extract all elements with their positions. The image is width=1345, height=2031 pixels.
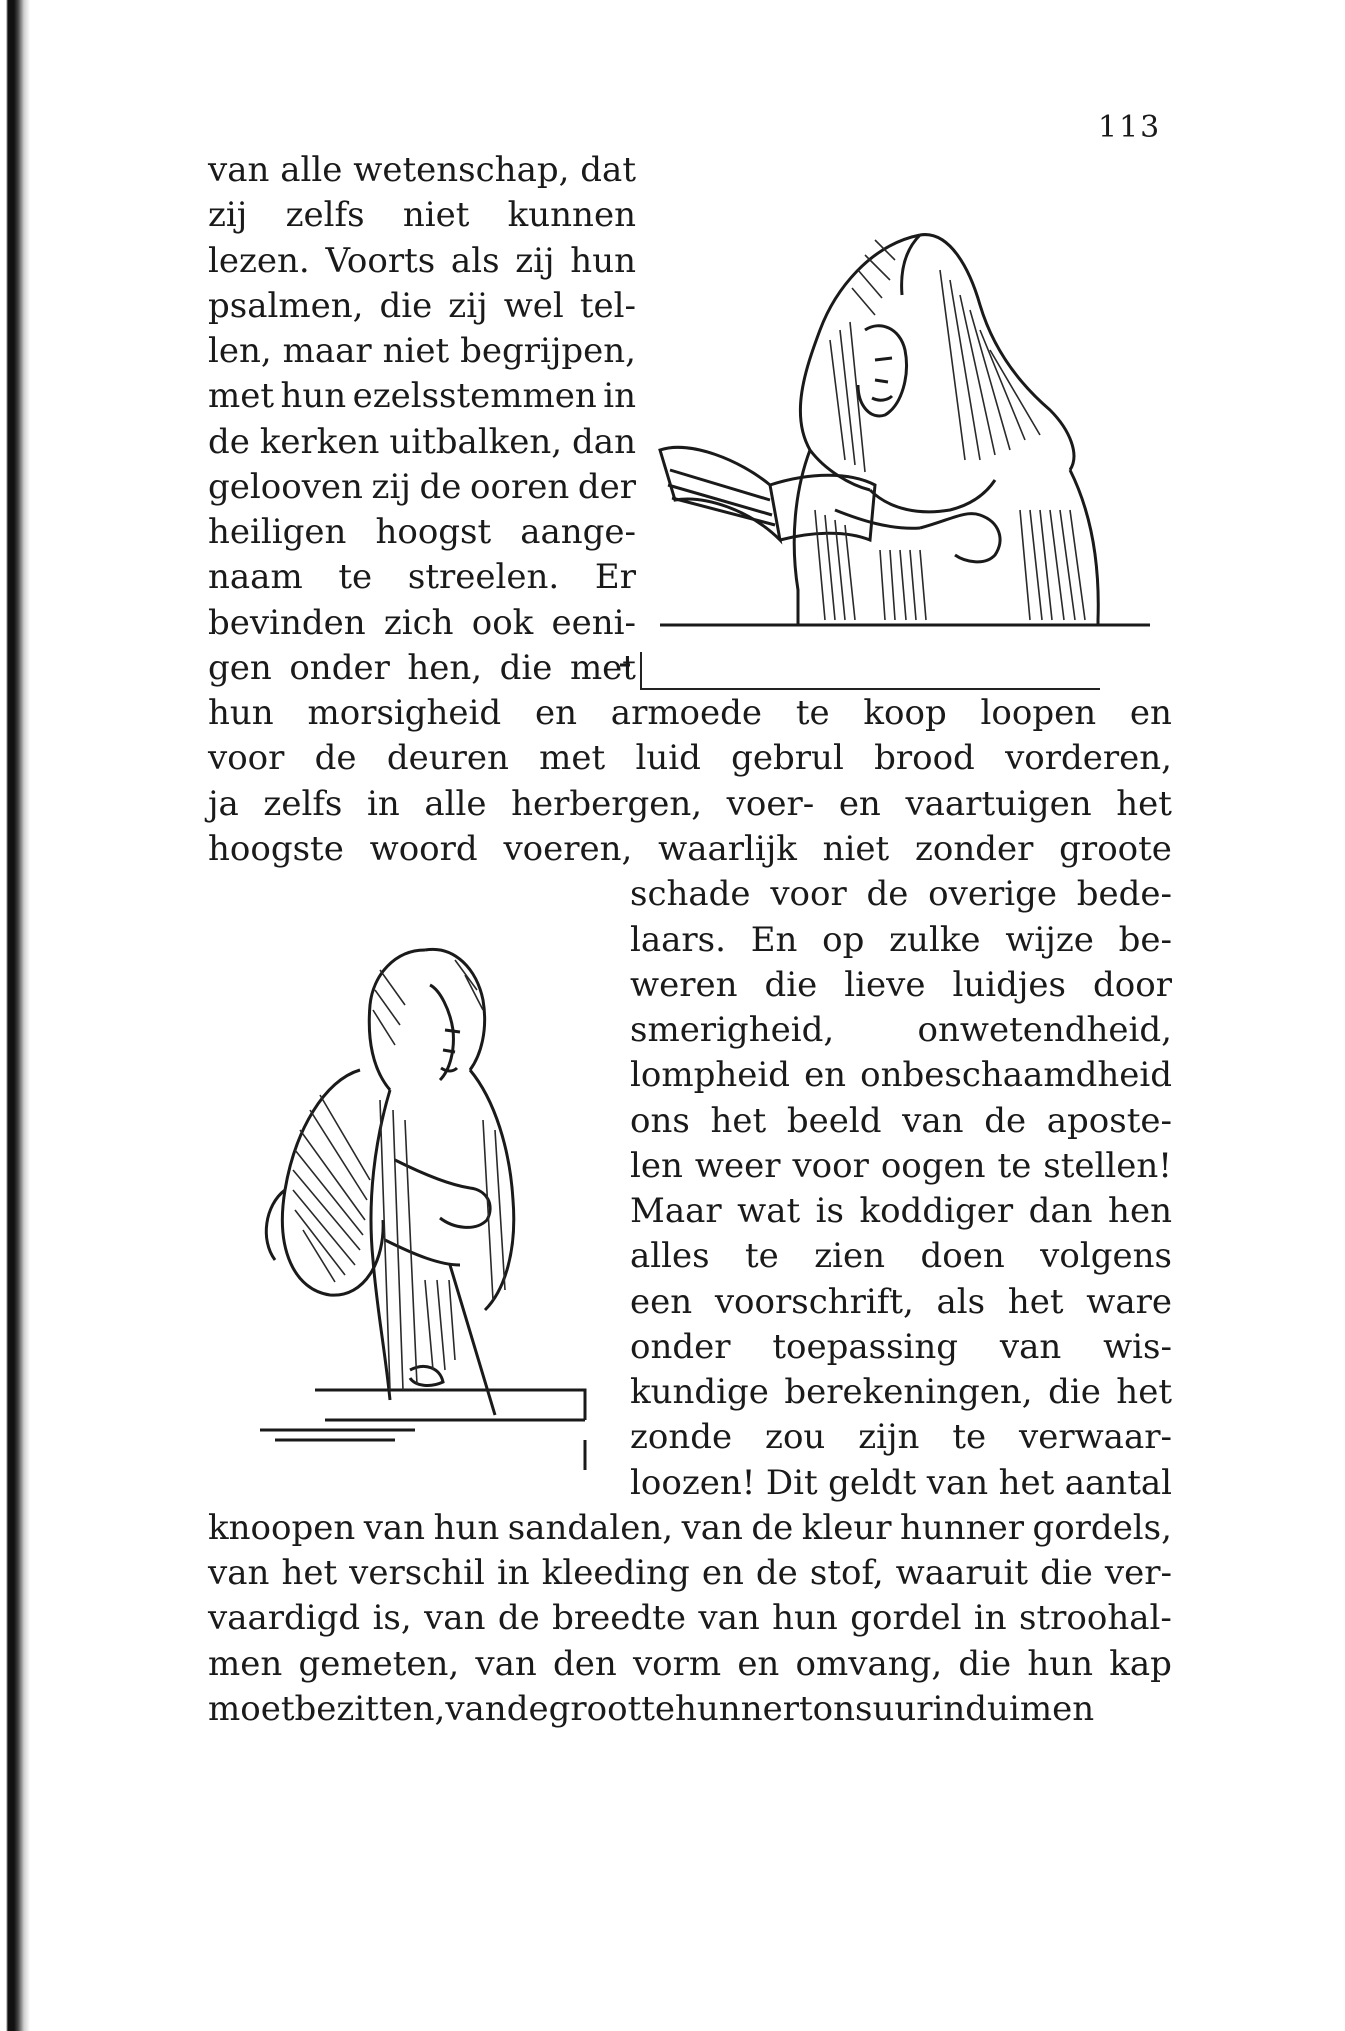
word: zonder (914, 829, 1034, 869)
text-line (630, 1461, 1172, 1505)
word: kunnen (507, 195, 636, 235)
word: brood (874, 738, 975, 778)
word: aange- (520, 512, 636, 552)
word: niet (382, 331, 450, 371)
word: verschil (349, 1553, 485, 1593)
text-line (208, 148, 636, 192)
word: alle (424, 784, 487, 824)
word: de (866, 874, 909, 914)
word: in (366, 784, 400, 824)
word: wis- (1103, 1327, 1172, 1367)
figure-mark-bracket (640, 652, 642, 688)
word: die (499, 648, 553, 688)
word: het (1116, 1372, 1172, 1412)
word: bede- (1076, 874, 1172, 914)
word: zou (765, 1417, 826, 1457)
text-line (208, 555, 636, 599)
word: stellen! (1043, 1146, 1172, 1186)
word: van (698, 1598, 760, 1638)
word: dan (1028, 1191, 1093, 1231)
word: de (314, 738, 357, 778)
word: van (902, 1101, 964, 1141)
word: ezelsstemmen (352, 376, 597, 416)
word: vorm (632, 1644, 722, 1684)
word: zelfs (285, 195, 365, 235)
word: hen, (407, 648, 483, 688)
word: weer (694, 1146, 781, 1186)
word: ook (471, 603, 534, 643)
word: verwaar- (1018, 1417, 1172, 1457)
word: van (999, 1327, 1062, 1367)
word: in (496, 1553, 530, 1593)
word: het (1116, 784, 1172, 824)
word: kleeding (541, 1553, 690, 1593)
word: grootte (548, 1689, 676, 1729)
text-line (630, 1280, 1172, 1324)
word: deuren (386, 738, 509, 778)
word: len (630, 1146, 683, 1186)
word: in (603, 376, 636, 416)
word: koop (863, 693, 947, 733)
word: niet (402, 195, 470, 235)
word: woord (369, 829, 478, 869)
word: voor (770, 874, 847, 914)
word: koddiger (859, 1191, 1014, 1231)
word: kleur (801, 1508, 892, 1548)
word: van (475, 1644, 537, 1684)
text-line (208, 1687, 1172, 1731)
word: zijn (858, 1417, 920, 1457)
word: de (984, 1101, 1027, 1141)
word: luid (635, 738, 701, 778)
word: hoogst (375, 512, 492, 552)
word: van (363, 1508, 426, 1548)
text-line (630, 963, 1172, 1007)
word: dan (572, 422, 636, 462)
word: zonde (630, 1417, 733, 1457)
word: is (815, 1191, 844, 1231)
word: duimen (965, 1689, 1095, 1729)
text-line (208, 284, 636, 328)
word: toepassing (772, 1327, 959, 1367)
word: hun (1027, 1644, 1094, 1684)
text-line (208, 1551, 1172, 1595)
word: op (822, 920, 865, 960)
word: onwetendheid, (917, 1010, 1172, 1050)
word: hun (433, 1508, 500, 1548)
word: zelfs (263, 784, 343, 824)
word: door (1093, 965, 1172, 1005)
word: voer- (726, 784, 815, 824)
word: len, (208, 331, 272, 371)
word: en (1129, 693, 1172, 733)
text-line (630, 1370, 1172, 1414)
word: zij (208, 195, 248, 235)
word: de (497, 1598, 540, 1638)
word: van (681, 1508, 743, 1548)
word: het (1007, 1282, 1064, 1322)
word: gordels, (1032, 1508, 1172, 1548)
word: met (208, 376, 275, 416)
word: wel (503, 286, 564, 326)
word: die (379, 286, 433, 326)
word: hun (280, 376, 347, 416)
word: onder (630, 1327, 731, 1367)
word: ons (630, 1101, 690, 1141)
word: eeni- (551, 603, 636, 643)
word: bezitten, (294, 1689, 446, 1729)
word: der (577, 467, 636, 507)
word: ver- (1104, 1553, 1172, 1593)
word: zich (383, 603, 454, 643)
word: gordel (850, 1598, 962, 1638)
word: men (208, 1644, 283, 1684)
word: het (710, 1101, 767, 1141)
word: psalmen, (208, 286, 364, 326)
word: waarlijk (658, 829, 797, 869)
word: voor (208, 738, 285, 778)
text-line (208, 601, 636, 645)
word: te (795, 693, 830, 733)
word: en (838, 784, 881, 824)
word: stof, (809, 1553, 884, 1593)
word: loozen! (630, 1463, 756, 1503)
word: in (973, 1598, 1007, 1638)
monk-reading-illustration (620, 210, 1150, 670)
text-line (208, 193, 636, 237)
text-line (630, 1189, 1172, 1233)
word: de (506, 1689, 549, 1729)
word: den (552, 1644, 617, 1684)
word: te (745, 1236, 779, 1276)
word: vaardigd (208, 1598, 361, 1638)
text-line (630, 872, 1172, 916)
text-line (208, 465, 636, 509)
word: wetenschap, (353, 150, 570, 190)
word: be- (1118, 920, 1172, 960)
word: waaruit (895, 1553, 1029, 1593)
word: weren (630, 965, 738, 1005)
word: alles (630, 1236, 710, 1276)
word: onbeschaamdheid (860, 1055, 1172, 1095)
word: hunner (900, 1508, 1024, 1548)
beggar-with-sack-illustration (255, 930, 595, 1490)
text-line (630, 1325, 1172, 1369)
word: sandalen, (507, 1508, 674, 1548)
word: schade (630, 874, 751, 914)
word: Er (594, 557, 636, 597)
word: onder (289, 648, 390, 688)
word: kap (1109, 1644, 1172, 1684)
word: ja (208, 784, 239, 824)
word: zij (448, 286, 488, 326)
word: knoopen (208, 1508, 356, 1548)
word: luidjes (952, 965, 1066, 1005)
text-line (208, 510, 636, 554)
word: uitbalken, (389, 422, 563, 462)
word: van (208, 150, 270, 190)
word: ooren (470, 467, 570, 507)
word: vorderen, (1005, 738, 1172, 778)
word: hun (570, 241, 636, 281)
word: hen (1108, 1191, 1172, 1231)
word: en (534, 693, 578, 733)
text-line (208, 782, 1172, 826)
word: en (804, 1055, 847, 1095)
word: beeld (786, 1101, 882, 1141)
word: En (750, 920, 798, 960)
word: streelen. (407, 557, 560, 597)
word: van (926, 1463, 989, 1503)
word: een (630, 1282, 693, 1322)
word: omvang, (795, 1644, 943, 1684)
word: oogen (880, 1146, 986, 1186)
word: aposte- (1046, 1101, 1172, 1141)
word: herbergen, (511, 784, 703, 824)
page-number: 113 (1098, 110, 1162, 145)
word: maar (282, 331, 372, 371)
word: vaartuigen (905, 784, 1092, 824)
text-line (630, 1053, 1172, 1097)
word: breedte (552, 1598, 686, 1638)
text-line (630, 918, 1172, 962)
word: lezen. (208, 241, 310, 281)
word: en (737, 1644, 780, 1684)
word: voorschrift, (714, 1282, 914, 1322)
scan-edge (0, 0, 30, 2031)
word: gen (208, 648, 272, 688)
word: lieve (844, 965, 926, 1005)
word: wijze (1005, 920, 1094, 960)
text-line (630, 1099, 1172, 1143)
word: geldt (828, 1463, 917, 1503)
word: zien (814, 1236, 886, 1276)
word: niet (822, 829, 890, 869)
text-line (208, 827, 1172, 871)
text-line (208, 1506, 1172, 1550)
text-line (208, 1642, 1172, 1686)
word: te (338, 557, 373, 597)
text-line (208, 420, 636, 464)
word: aantal (1064, 1463, 1172, 1503)
word: tonsuur (798, 1689, 933, 1729)
word: kerken (259, 422, 380, 462)
word: voeren, (503, 829, 633, 869)
word: heiligen (208, 512, 347, 552)
text-line (208, 374, 636, 418)
word: van (424, 1598, 486, 1638)
text-line (208, 239, 636, 283)
word: de (755, 1553, 798, 1593)
word: hun (208, 693, 274, 733)
word: groote (1059, 829, 1172, 869)
word: overige (928, 874, 1057, 914)
word: hunner (675, 1689, 799, 1729)
word: als (450, 241, 500, 281)
word: van (208, 1553, 270, 1593)
word: die (764, 965, 818, 1005)
text-line (630, 1415, 1172, 1459)
word: van (445, 1689, 507, 1729)
word: het (281, 1553, 338, 1593)
text-line (630, 1008, 1172, 1052)
text-line (208, 736, 1172, 780)
word: smerigheid, (630, 1010, 835, 1050)
word: bevinden (208, 603, 366, 643)
word: het (998, 1463, 1055, 1503)
word: loopen (980, 693, 1097, 733)
text-line (208, 1596, 1172, 1640)
word: stroohal- (1019, 1598, 1172, 1638)
word: Dit (765, 1463, 818, 1503)
word: te (952, 1417, 987, 1457)
word: Maar (630, 1191, 722, 1231)
word: gelooven (208, 467, 363, 507)
word: hun (772, 1598, 838, 1638)
word: en (701, 1553, 744, 1593)
word: zij (371, 467, 411, 507)
word: armoede (610, 693, 763, 733)
text-line (630, 1234, 1172, 1278)
word: met (539, 738, 606, 778)
word: doen (920, 1236, 1005, 1276)
word: lompheid (630, 1055, 791, 1095)
word: ware (1086, 1282, 1172, 1322)
word: zij (515, 241, 555, 281)
word: is, (372, 1598, 412, 1638)
word: in (932, 1689, 966, 1729)
text-line (208, 329, 636, 373)
word: morsigheid (307, 693, 502, 733)
word: met (569, 648, 636, 688)
word: als (936, 1282, 986, 1322)
word: gemeten, (298, 1644, 460, 1684)
word: de (419, 467, 462, 507)
word: de (751, 1508, 794, 1548)
word: zulke (889, 920, 981, 960)
word: die (1040, 1553, 1093, 1593)
word: moet (208, 1689, 295, 1729)
word: alle (280, 150, 343, 190)
word: Voorts (325, 241, 436, 281)
word: wat (737, 1191, 801, 1231)
word: hoogste (208, 829, 344, 869)
word: begrijpen, (460, 331, 636, 371)
text-line (630, 1144, 1172, 1188)
text-line (208, 691, 1172, 735)
word: te (997, 1146, 1032, 1186)
word: kundige (630, 1372, 769, 1412)
word: voor (792, 1146, 869, 1186)
word: gebrul (731, 738, 844, 778)
word: laars. (630, 920, 726, 960)
figure-mark-line (640, 688, 1100, 690)
word: die (958, 1644, 1012, 1684)
word: dat (580, 150, 636, 190)
word: de (208, 422, 250, 462)
text-line (208, 646, 636, 690)
word: volgens (1040, 1236, 1172, 1276)
word: tel- (579, 286, 636, 326)
word: naam (208, 557, 303, 597)
word: berekeningen, (784, 1372, 1033, 1412)
word: die (1048, 1372, 1101, 1412)
